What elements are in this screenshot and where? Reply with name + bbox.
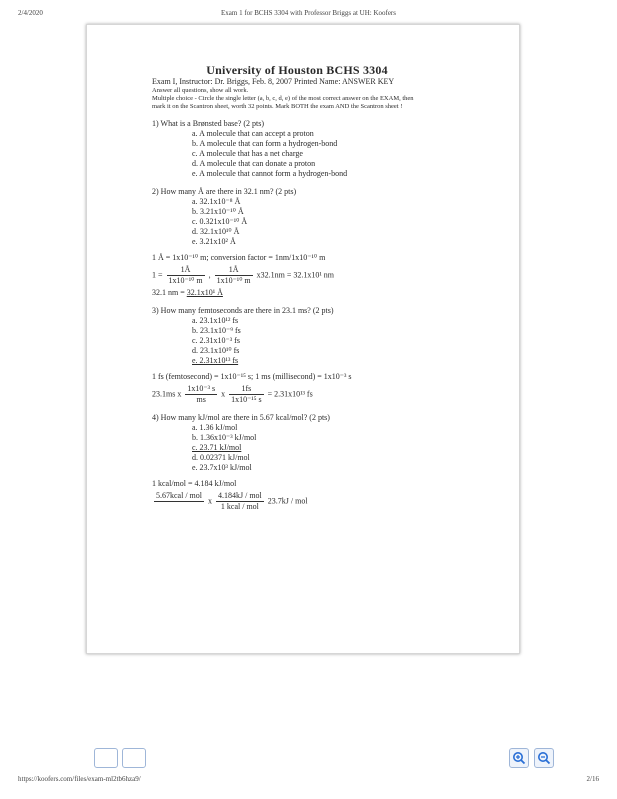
exam-header-line: Exam I, Instructor: Dr. Briggs, Feb. 8, 2007 Printed Name: ANSWER KEY — [152, 77, 395, 86]
option-b: b. A molecule that can form a hydrogen-bond — [192, 139, 338, 148]
zoom-in-button[interactable] — [509, 748, 529, 768]
zoom-in-icon — [512, 751, 526, 765]
fraction-denominator: 1 kcal / mol — [220, 502, 259, 511]
question-2-prompt: 2) How many Å are there in 32.1 nm? (2 pts) — [152, 187, 297, 196]
previous-page-button[interactable] — [94, 748, 118, 768]
question-4-work — [152, 479, 492, 512]
option-d: d. 0.02371 kJ/mol — [192, 453, 250, 462]
fraction-denominator: 1x10⁻¹⁵ s — [231, 395, 262, 404]
fraction — [216, 491, 264, 512]
fraction-numerator: 1fs — [229, 384, 264, 395]
fraction-denominator: 1x10⁻¹⁰ m — [168, 276, 203, 285]
option-e: e. A molecule that cannot form a hydrogen-bond — [192, 169, 348, 178]
work-result: = 2.31x10¹³ fs — [267, 389, 313, 399]
comma: , — [208, 270, 211, 280]
exam-content — [152, 65, 492, 514]
fraction-numerator: 1Å — [215, 265, 253, 276]
option-a: a. 32.1x10⁻⁸ Å — [192, 197, 241, 206]
work-answer-prefix: 32.1 nm = — [152, 288, 187, 297]
option-c: c. 2.31x10⁻³ fs — [192, 336, 240, 345]
work-lhs: 1 = — [152, 270, 163, 280]
fraction — [167, 265, 205, 286]
instructions-line-1: Answer all questions, show all work. — [152, 87, 249, 94]
question-4-prompt: 4) How many kJ/mol are there in 5.67 kcal/mol? (2 pts) — [152, 413, 330, 422]
fraction — [154, 491, 204, 512]
instructions-line-2: Multiple choice - Circle the single letter (a, b, c, d, e) of the most correct answer on the EXAM, then — [152, 95, 414, 102]
fraction-denominator: ms — [196, 395, 206, 404]
option-a: a. 23.1x10¹² fs — [192, 316, 239, 325]
work-lhs: 23.1ms — [152, 389, 176, 399]
print-page-number: 2/16 — [586, 775, 599, 783]
option-c: c. 0.321x10⁻¹⁰ Å — [192, 217, 248, 226]
work-result: 23.7kJ / mol — [267, 496, 308, 506]
option-e: e. 2.31x10¹³ fs — [192, 356, 239, 365]
option-a: a. A molecule that can accept a proton — [192, 129, 314, 138]
viewer-controls — [0, 748, 617, 770]
work-equation — [152, 491, 492, 512]
document-title: University of Houston BCHS 3304 — [206, 63, 388, 77]
option-a: a. 1.36 kJ/mol — [192, 423, 238, 432]
question-3-prompt: 3) How many femtoseconds are there in 23.1 ms? (2 pts) — [152, 306, 334, 315]
times-sign: x — [221, 389, 226, 399]
work-line: 1 kcal/mol = 4.184 kJ/mol — [152, 479, 237, 488]
document-page — [86, 24, 520, 654]
print-url: https://koofers.com/files/exam-ml2tb6hza9/ — [18, 775, 141, 783]
print-title: Exam 1 for BCHS 3304 with Professor Briggs at UH: Koofers — [221, 9, 396, 17]
question-1-prompt: 1) What is a Brønsted base? (2 pts) — [152, 119, 265, 128]
question-2-work — [152, 253, 492, 298]
instructions-line-3: mark it on the Scantron sheet, worth 32 points. Mark BOTH the exam AND the Scantron sheet ! — [152, 103, 403, 110]
work-equation — [152, 265, 492, 286]
print-footer — [0, 770, 617, 790]
fraction-numerator: 1x10⁻³ s — [187, 384, 216, 393]
work-answer: 32.1x10¹ Å — [186, 288, 223, 297]
question-3 — [152, 306, 492, 405]
option-c: c. 23.71 kJ/mol — [192, 443, 242, 452]
work-line: 1 Å = 1x10⁻¹⁰ m; conversion factor = 1nm/1x10⁻¹⁰ m — [152, 253, 326, 262]
work-line: 1 fs (femtosecond) = 1x10⁻¹⁵ s; 1 ms (millisecond) = 1x10⁻³ s — [152, 372, 352, 381]
question-4-options — [152, 423, 492, 473]
work-tail: x32.1nm = 32.1x10¹ nm — [256, 270, 334, 280]
question-2-options — [152, 197, 492, 247]
fraction-numerator: 4.184kJ / mol — [218, 491, 262, 500]
question-4 — [152, 413, 492, 512]
question-1-options — [152, 129, 492, 179]
option-e: e. 23.7x10³ kJ/mol — [192, 463, 252, 472]
question-1 — [152, 119, 492, 179]
option-d: d. A molecule that can donate a proton — [192, 159, 316, 168]
question-3-work — [152, 372, 492, 405]
print-header — [0, 0, 617, 20]
option-b: b. 1.36x10⁻³ kJ/mol — [192, 433, 257, 442]
work-equation — [152, 384, 492, 405]
next-page-button[interactable] — [122, 748, 146, 768]
option-b: b. 23.1x10⁻⁹ fs — [192, 326, 241, 335]
question-2 — [152, 187, 492, 298]
question-3-options — [152, 316, 492, 366]
times-sign: x — [177, 389, 182, 399]
fraction — [185, 384, 217, 405]
fraction — [229, 384, 264, 405]
option-c: c. A molecule that has a net charge — [192, 149, 303, 158]
option-d: d. 32.1x10¹⁰ Å — [192, 227, 240, 236]
fraction-numerator: 1Å — [167, 265, 205, 276]
fraction-numerator: 5.67kcal / mol — [156, 491, 202, 500]
print-date: 2/4/2020 — [18, 9, 43, 17]
fraction-denominator — [154, 502, 204, 512]
work-answer-line — [152, 288, 492, 298]
fraction-denominator: 1x10⁻¹⁰ m — [216, 276, 251, 285]
option-e: e. 3.21x10² Å — [192, 237, 236, 246]
fraction — [215, 265, 253, 286]
option-b: b. 3.21x10⁻¹⁰ Å — [192, 207, 244, 216]
times-sign: x — [208, 496, 212, 506]
zoom-out-icon — [537, 751, 551, 765]
zoom-out-button[interactable] — [534, 748, 554, 768]
option-d: d. 23.1x10¹⁰ fs — [192, 346, 240, 355]
